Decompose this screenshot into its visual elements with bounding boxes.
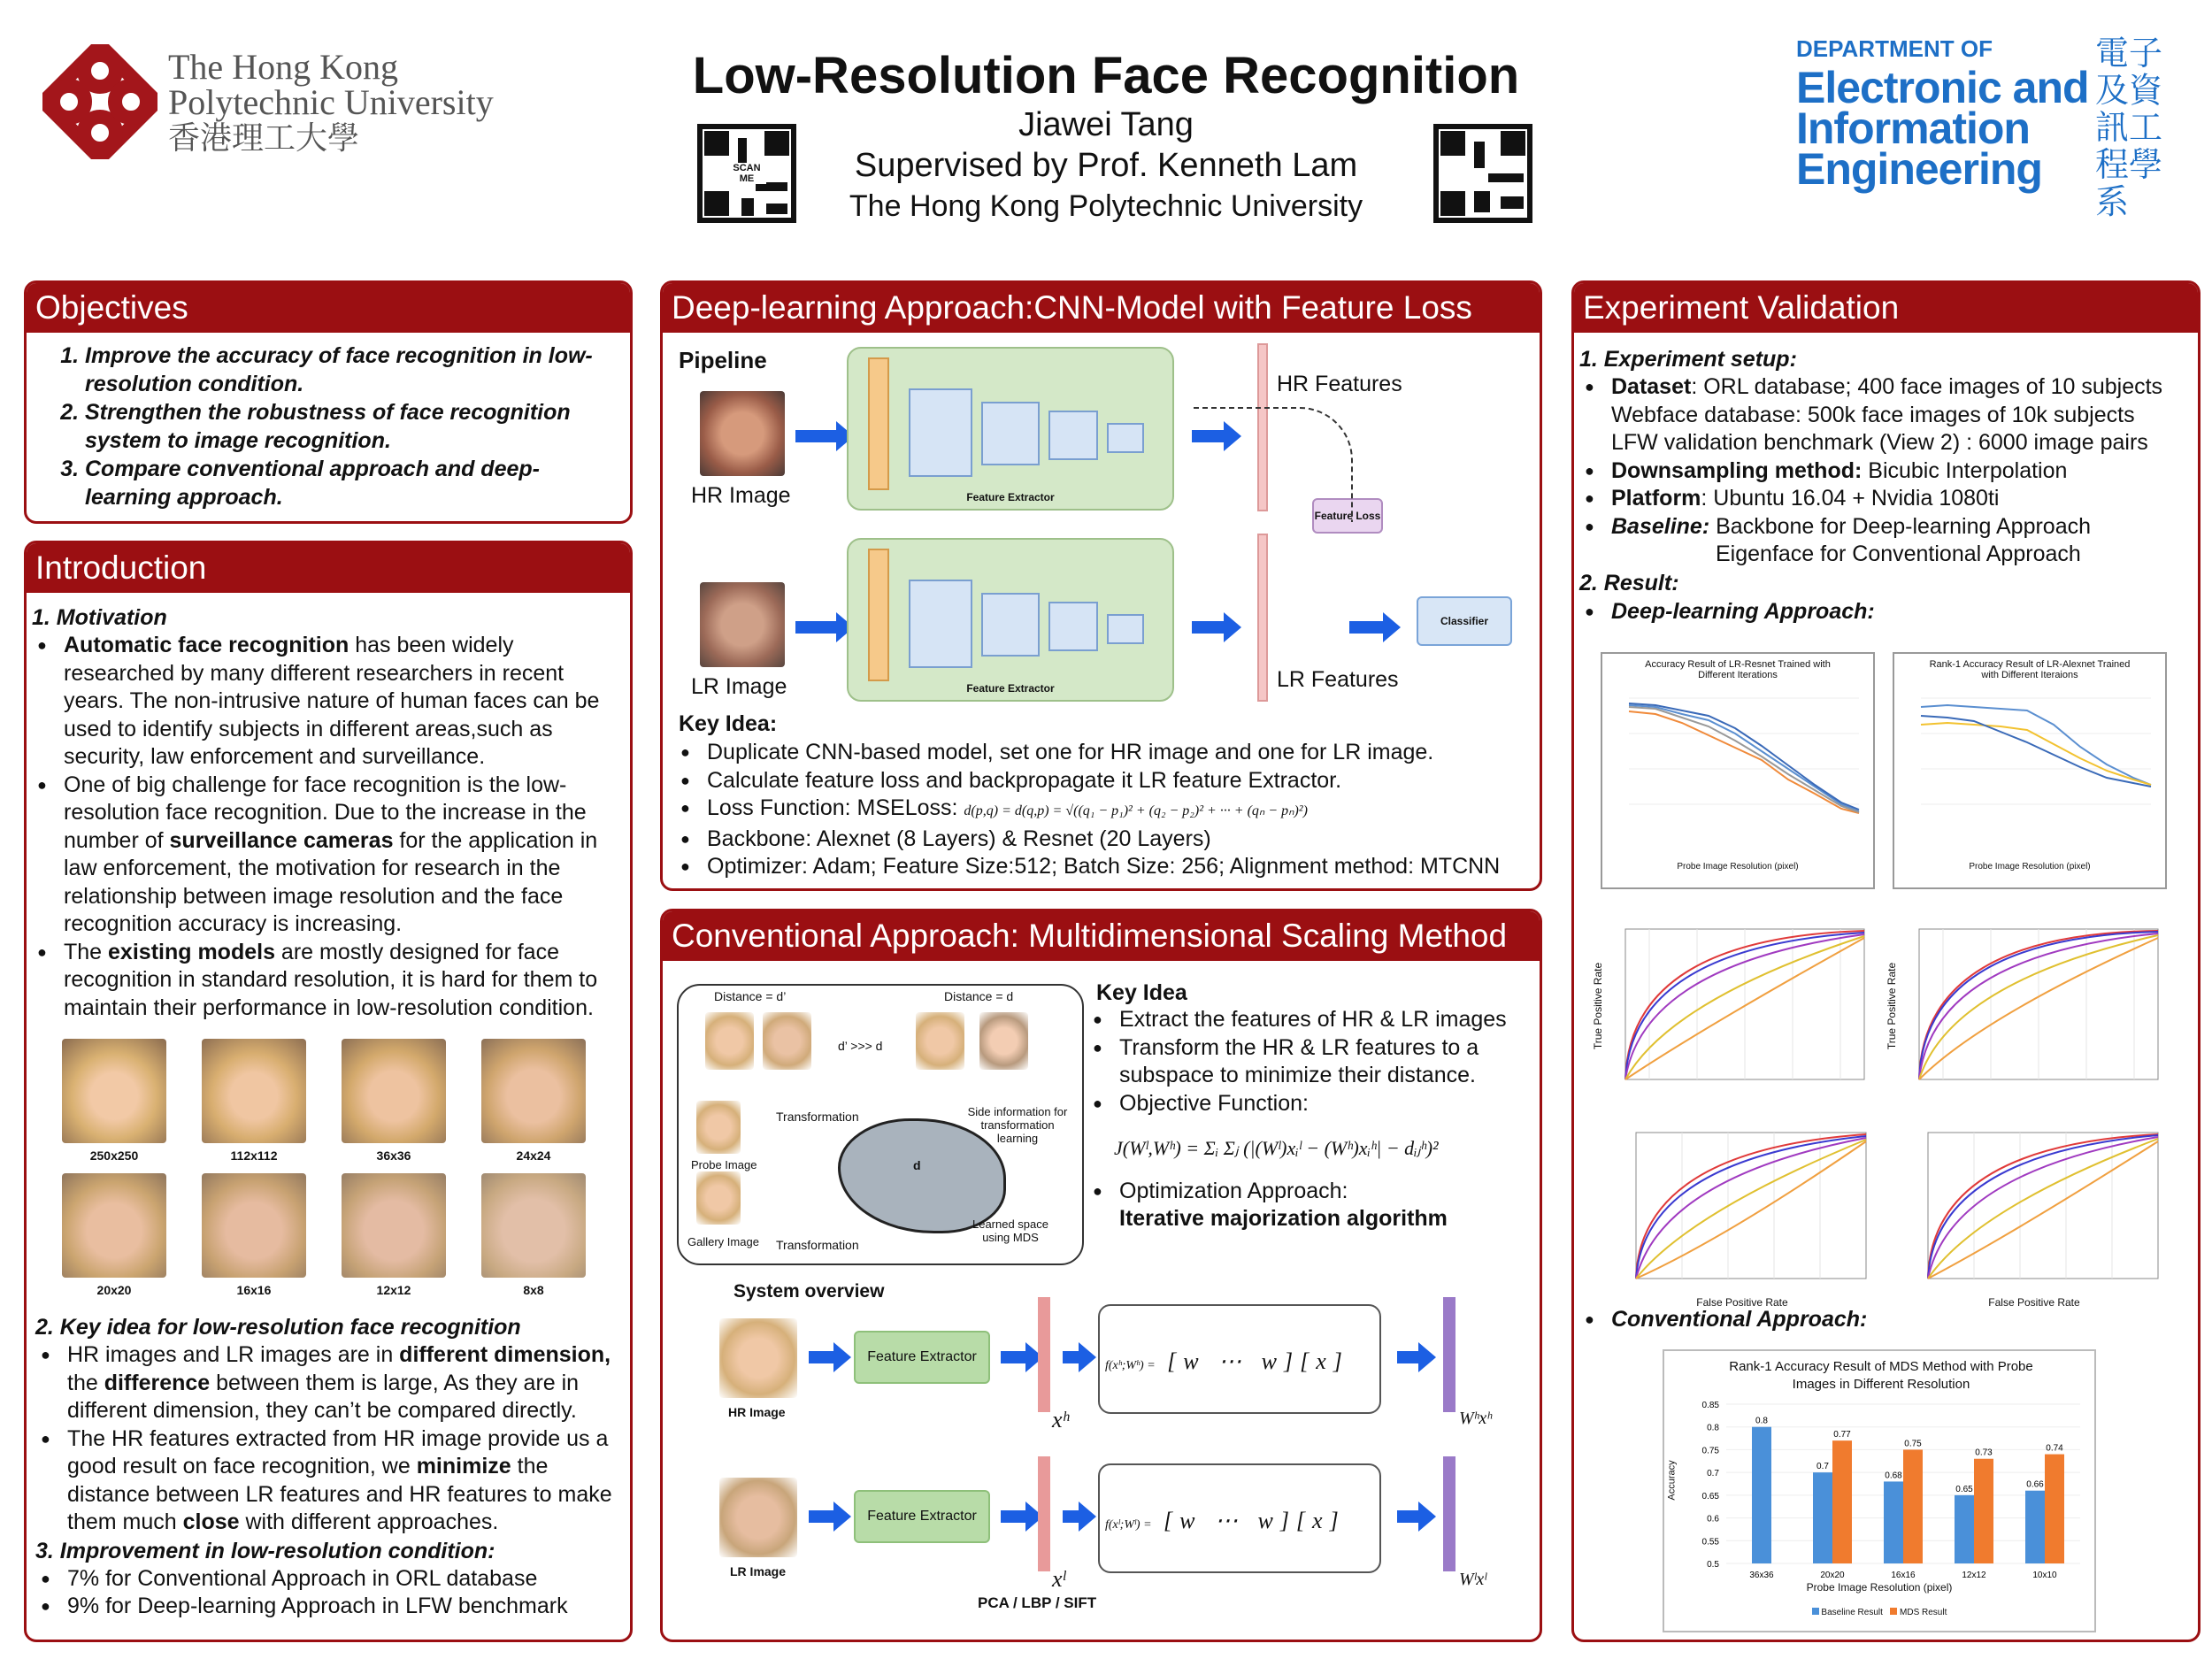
deep-key-item: ● Optimizer: Adam; Feature Size:512; Batch Size: 256; Alignment method: MTCNN	[675, 853, 1533, 881]
res-label: 12x12	[376, 1283, 411, 1297]
feature-loss-box: Feature Loss	[1312, 498, 1383, 534]
affiliation: The Hong Kong Polytechnic University	[849, 189, 1363, 223]
objective-item: 2. Strengthen the robustness of face recognition system to image recognition.	[85, 398, 612, 455]
arrow-right	[1192, 621, 1225, 634]
conv-key-idea: Key Idea	[1096, 980, 1187, 1005]
author: Jiawei Tang	[1018, 106, 1194, 143]
fl-label: f(xˡ;Wˡ) =	[1105, 1518, 1152, 1532]
qr-code-left[interactable]	[697, 124, 796, 223]
arrow-right	[809, 1510, 835, 1523]
y-tick-label: 0.5	[1707, 1560, 1719, 1570]
key-item: ● The HR features extracted from HR image provide us a good result on face recognition, we minimize the distance between LR features and HR features to make them much close with different approaches.	[35, 1425, 628, 1537]
setup-item: ● Dataset: ORL database; 400 face images of 10 subjects Webface database: 500k face images of 10k subjects LFW validation benchmark (View 2) : 6000 image pairs	[1579, 373, 2193, 457]
wlxl-bar	[1443, 1456, 1455, 1571]
wlxl-label: Wˡxˡ	[1459, 1570, 1486, 1589]
key-item: ● HR images and LR images are in different dimension, the difference between them is large, As they are in different dimension, they can’t be compared directly.	[35, 1341, 628, 1425]
setup-item: ● Baseline: Backbone for Deep-learning Approach Eigenface for Conventional Approach	[1579, 513, 2193, 569]
distance-comparison: d’ >>> d	[838, 1039, 883, 1053]
res-label: 20x20	[96, 1283, 132, 1297]
x-tick-label: 10x10	[2032, 1571, 2057, 1580]
arrow-right	[795, 430, 838, 442]
objective-function: J(Wˡ,Wʰ) = Σᵢ Σⱼ (|(Wˡ)xᵢˡ − (Wʰ)xᵢʰ| − dᵢⱼʰ)²	[1114, 1137, 1439, 1159]
dept-line2: Electronic and	[1796, 63, 2089, 112]
polyu-name-cn: 香港理工大學	[168, 120, 360, 156]
objective-item: 3. Compare conventional approach and deep-learning approach.	[85, 455, 612, 511]
fh-label: f(xʰ;Wʰ) =	[1105, 1359, 1156, 1372]
iteration-lines	[1602, 680, 1873, 857]
arrow-right	[809, 1351, 835, 1363]
bar-value-label: 0.65	[1955, 1484, 1973, 1494]
arrow-right	[1063, 1510, 1080, 1523]
x-tick-label: 36x36	[1749, 1571, 1774, 1580]
result-heading: 2. Result:	[1579, 570, 1679, 595]
dept-line1: DEPARTMENT OF	[1796, 35, 1993, 62]
y-tick-label: 0.7	[1707, 1469, 1719, 1479]
face-12	[342, 1173, 446, 1278]
feature-extractor-label: Feature Extractor	[966, 491, 1055, 503]
bar-baseline-result	[2025, 1491, 2045, 1563]
deep-result-label: ● Deep-learning Approach:	[1579, 597, 2193, 626]
iteration-lines	[1894, 680, 2165, 857]
key-idea-heading: 2. Key idea for low-resolution face recognition	[35, 1315, 521, 1340]
lr-transform-matrix	[1098, 1463, 1381, 1573]
res-label: 24x24	[516, 1148, 551, 1163]
xh-bar	[1038, 1297, 1050, 1412]
iteration-chart-alexnet	[1893, 652, 2167, 889]
res-label: 36x36	[376, 1148, 411, 1163]
x-axis-label: False Positive Rate	[1696, 1296, 1788, 1309]
res-label: 250x250	[89, 1148, 139, 1163]
conventional-panel	[660, 909, 1542, 1642]
arrow-right	[1397, 1510, 1420, 1523]
lr-feature-bar	[1257, 534, 1268, 702]
transformation-label: Transformation	[776, 1238, 859, 1252]
d-label: d	[913, 1158, 921, 1172]
x-tick-label: 12x12	[1962, 1571, 1986, 1580]
sys-lr-label: LR Image	[730, 1564, 787, 1578]
matrix-glyph: [w ⋯ w][x]	[1164, 1508, 1346, 1533]
mds-diagram	[677, 984, 1084, 1265]
polyu-name-line2: Polytechnic University	[168, 82, 494, 122]
poster-title: Low-Resolution Face Recognition	[692, 47, 1520, 104]
face-250	[62, 1039, 166, 1143]
res-label: 16x16	[236, 1283, 272, 1297]
conv-key-item: ● Objective Function:	[1087, 1090, 1539, 1118]
bar-value-label: 0.74	[2046, 1443, 2063, 1454]
bar-baseline-result	[1752, 1427, 1771, 1563]
arrow-right	[1063, 1351, 1080, 1363]
resolution-face-grid	[62, 1039, 619, 1309]
face-36	[342, 1039, 446, 1143]
bar-mds-result	[1974, 1459, 1993, 1563]
motivation-item: ● One of big challenge for face recognition is the low-resolution face recognition. Due to the increase in the number of surveillance cameras for the application in law enforcement, the motivation for research in the relationship between image resolution and the face recognition accuracy is increasing.	[32, 772, 623, 939]
qr-scan-label: SCAN ME	[727, 163, 766, 184]
sys-hr-label: HR Image	[728, 1405, 786, 1419]
classifier-box: Classifier	[1417, 596, 1512, 646]
y-tick-label: 0.75	[1701, 1446, 1719, 1456]
system-overview-label: System overview	[733, 1281, 885, 1302]
transformation-label: Transformation	[776, 1110, 859, 1124]
roc-chart	[1884, 920, 2169, 1106]
face-8	[481, 1173, 586, 1278]
x-axis-label: Probe Image Resolution (pixel)	[1677, 862, 1799, 872]
introduction-panel	[24, 541, 633, 1642]
motivation-item: ● The existing models are mostly designed for face recognition in standard resolution, it is hard for them to maintain their performance in low-resolution condition.	[32, 939, 623, 1023]
y-axis-label: True Positive Rate	[1886, 962, 1899, 1050]
face-24	[481, 1039, 586, 1143]
xl-bar	[1038, 1456, 1050, 1571]
sys-feature-extractor: Feature Extractor	[854, 1490, 990, 1543]
pipeline-label: Pipeline	[679, 347, 767, 373]
mds-legend	[1664, 1608, 2094, 1617]
gallery-label: Gallery Image	[687, 1235, 759, 1248]
x-axis-label: Probe Image Resolution (pixel)	[1969, 862, 2091, 872]
setup-item: ● Platform: Ubuntu 16.04 + Nvidia 1080ti	[1579, 485, 2193, 513]
introduction-heading: Introduction	[27, 543, 630, 593]
deep-key-item: ● Loss Function: MSELoss: d(p,q) = d(q,p) = √((q₁ − p₁)² + (q₂ − p₂)² + ··· + (qₙ − pₙ)²)	[675, 795, 1533, 826]
optimization-method: Iterative majorization algorithm	[1119, 1205, 1448, 1231]
deep-heading: Deep-learning Approach:CNN-Model with Feature Loss	[663, 283, 1540, 333]
y-axis-label: True Positive Rate	[1592, 962, 1605, 1050]
hr-features-label: HR Features	[1277, 372, 1402, 396]
arrow-right	[1001, 1351, 1027, 1363]
y-tick-label: 0.6	[1707, 1514, 1719, 1525]
conv-key-item: ● Optimization Approach:	[1087, 1178, 1539, 1206]
distance-label: Distance = d’	[714, 989, 787, 1003]
polyu-name-line1: The Hong Kong	[168, 47, 398, 87]
hr-image-label: HR Image	[691, 483, 791, 508]
motivation-heading: 1. Motivation	[32, 605, 167, 630]
y-tick-label: 0.8	[1707, 1423, 1719, 1433]
improvement-heading: 3. Improvement in low-resolution condition:	[35, 1538, 495, 1563]
deep-key-idea-heading: Key Idea:	[679, 711, 778, 736]
hr-image	[700, 391, 785, 476]
mds-bar-chart	[1663, 1349, 2096, 1632]
arrow-right	[795, 621, 838, 634]
bar-value-label: 0.75	[1904, 1439, 1922, 1449]
conv-result-label: ● Conventional Approach:	[1579, 1305, 1867, 1333]
bar-baseline-result	[1884, 1481, 1903, 1563]
qr-code-right[interactable]	[1433, 124, 1532, 223]
x-tick-label: 16x16	[1891, 1571, 1916, 1580]
xl-label: xˡ	[1052, 1566, 1066, 1592]
face-20	[62, 1173, 166, 1278]
mse-formula: d(p,q) = d(q,p) = √((q₁ − p₁)² + (q₂ − p₂)² + ··· + (qₙ − pₙ)²)	[964, 803, 1308, 818]
mds-x-label: Probe Image Resolution (pixel)	[1806, 1581, 1953, 1594]
lr-features-label: LR Features	[1277, 667, 1399, 692]
deep-key-item: ● Backbone: Alexnet (8 Layers) & Resnet (20 Layers)	[675, 826, 1533, 854]
improvement-item: ● 7% for Conventional Approach in ORL database	[35, 1565, 628, 1594]
matrix-glyph: [w ⋯ w][x]	[1167, 1348, 1349, 1374]
y-tick-label: 0.85	[1701, 1401, 1719, 1410]
roc-chart	[1609, 1124, 1875, 1310]
motivation-item: ● Automatic face recognition has been widely researched by many different researchers in recent years. The non-intrusive nature of human faces can be used to identify subjects in different areas,such as security, law enforcement and surveillance.	[32, 632, 623, 772]
hr-transform-matrix	[1098, 1304, 1381, 1414]
xh-label: xʰ	[1052, 1407, 1069, 1432]
hr-feature-extractor	[847, 347, 1174, 511]
y-tick-label: 0.55	[1701, 1537, 1719, 1548]
deep-key-item: ● Calculate feature loss and backpropagate it LR feature Extractor.	[675, 767, 1533, 795]
x-tick-label: 20x20	[1820, 1571, 1845, 1580]
conv-key-item: ● Extract the features of HR & LR images	[1087, 1006, 1539, 1034]
lr-feature-extractor	[847, 538, 1174, 702]
sys-feature-extractor: Feature Extractor	[854, 1331, 990, 1384]
learned-space-label: Learned space using MDS	[972, 1217, 1048, 1244]
bar-value-label: 0.68	[1885, 1471, 1902, 1481]
legend-item: MDS Result	[1900, 1608, 1947, 1617]
objectives-heading: Objectives	[27, 283, 630, 333]
chart-title: Rank-1 Accuracy Result of LR-Alexnet Trained with Different Iteraions	[1929, 659, 2131, 680]
loss-dashed-arrow	[1194, 407, 1353, 522]
distance-label: Distance = d	[944, 989, 1014, 1003]
deep-learning-panel	[660, 280, 1542, 891]
bar-mds-result	[1832, 1440, 1852, 1563]
face-16	[202, 1173, 306, 1278]
roc-chart	[1901, 1124, 2167, 1310]
face-112	[202, 1039, 306, 1143]
side-info-label: Side information for transformation learning	[967, 1105, 1068, 1145]
bar-value-label: 0.73	[1975, 1448, 1993, 1458]
setup-item: ● Downsampling method: Bicubic Interpolation	[1579, 457, 2193, 486]
probe-label: Probe Image	[691, 1158, 757, 1171]
bar-value-label: 0.8	[1755, 1416, 1768, 1426]
arrow-right	[1349, 621, 1385, 634]
sys-lr-image	[719, 1478, 797, 1557]
x-axis-label: False Positive Rate	[1988, 1296, 2080, 1309]
bar-baseline-result	[1813, 1472, 1832, 1563]
mds-y-label: Accuracy	[1666, 1460, 1678, 1501]
conventional-heading: Conventional Approach: Multidimensional Scaling Method	[663, 911, 1540, 961]
bar-value-label: 0.7	[1816, 1462, 1829, 1472]
deep-key-item: ● Duplicate CNN-based model, set one for HR image and one for LR image.	[675, 739, 1533, 767]
bar-mds-result	[1903, 1449, 1923, 1563]
feature-methods-label: PCA / LBP / SIFT	[978, 1594, 1097, 1611]
mds-chart-title: Rank-1 Accuracy Result of MDS Method with Probe Images in Different Resolution	[1729, 1359, 2033, 1392]
supervisor: Supervised by Prof. Kenneth Lam	[854, 147, 1358, 184]
whxh-label: Wʰxʰ	[1459, 1409, 1492, 1428]
experiment-heading: Experiment Validation	[1574, 283, 2198, 333]
objective-item: 1. Improve the accuracy of face recognition in low-resolution condition.	[85, 342, 612, 398]
arrow-right	[1001, 1510, 1027, 1523]
roc-chart	[1590, 920, 1875, 1106]
lr-image-label: LR Image	[691, 674, 787, 699]
y-tick-label: 0.65	[1701, 1491, 1719, 1502]
iteration-chart-resnet	[1601, 652, 1875, 889]
setup-heading: 1. Experiment setup:	[1579, 347, 1797, 372]
feature-extractor-label: Feature Extractor	[966, 682, 1055, 695]
sys-hr-image	[719, 1318, 797, 1398]
dept-line4: Engineering	[1796, 144, 2042, 194]
chart-title: Accuracy Result of LR-Resnet Trained with Different Iterations	[1645, 659, 1831, 680]
bar-value-label: 0.66	[2026, 1479, 2044, 1490]
legend-item: Baseline Result	[1821, 1608, 1883, 1617]
objectives-panel	[24, 280, 633, 524]
dept-line3: Information	[1796, 104, 2030, 153]
res-label: 112x112	[230, 1148, 278, 1163]
eie-logo	[1796, 35, 2185, 221]
whxh-bar	[1443, 1297, 1455, 1412]
bar-baseline-result	[1955, 1495, 1974, 1563]
bar-mds-result	[2045, 1455, 2064, 1563]
lr-image	[700, 582, 785, 667]
conv-key-item: ● Transform the HR & LR features to a subspace to minimize their distance.	[1087, 1034, 1539, 1090]
bar-value-label: 0.77	[1833, 1430, 1851, 1440]
arrow-right	[1397, 1351, 1420, 1363]
dept-cn: 電子及資訊工程學系	[2095, 35, 2163, 221]
res-label: 8x8	[523, 1283, 544, 1297]
improvement-item: ● 9% for Deep-learning Approach in LFW benchmark	[35, 1593, 628, 1621]
experiment-panel	[1571, 280, 2200, 1642]
